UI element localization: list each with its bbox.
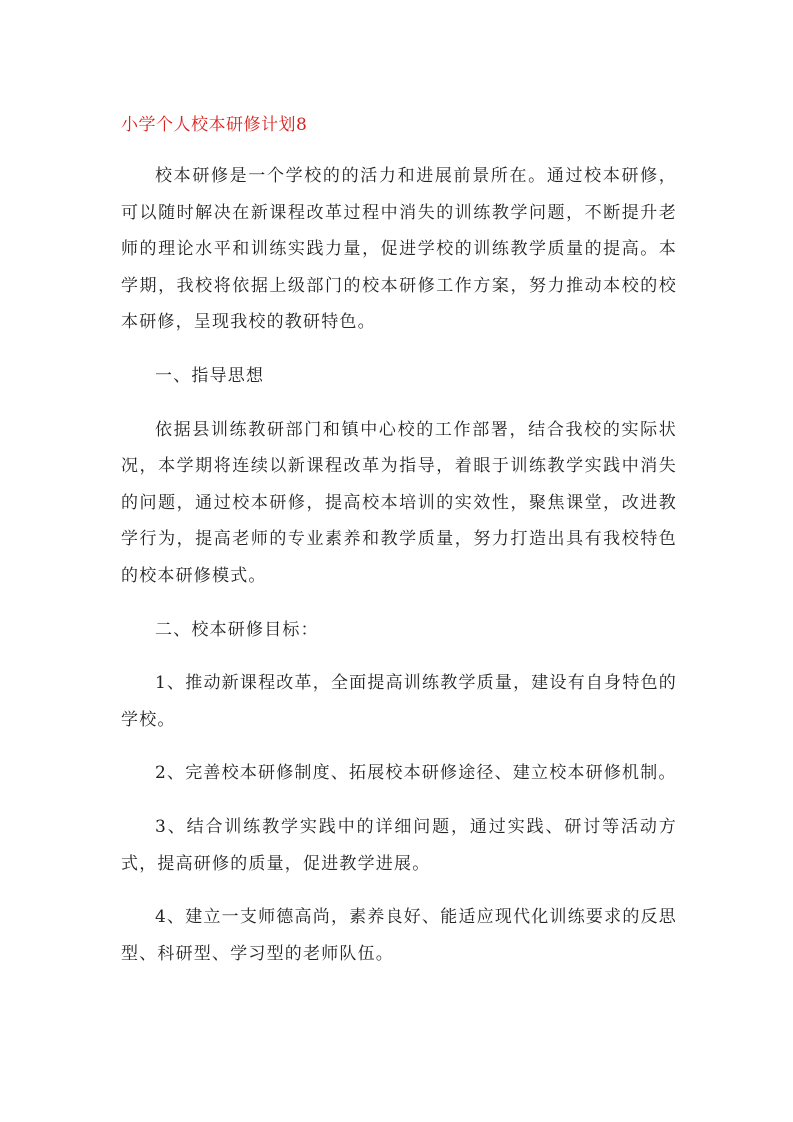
- goal-item-2: 2、完善校本研修制度、拓展校本研修途径、建立校本研修机制。: [155, 763, 677, 784]
- paragraph-guiding-thought: 依据县训练教研部门和镇中心校的工作部署，结合我校的实际状况，本学期将连续以新课程改革为指导，着眼于训练教学实践中消失的问题，通过校本研修，提高校本培训的实效性，聚焦课堂，改进教学行为，提高老师的专业素养和教学质量，努力打造出具有我校特色的校本研修模式。: [121, 419, 677, 586]
- document-body: [121, 158, 677, 989]
- goal-item-3: 3、结合训练教学实践中的详细问题，通过实践、研讨等活动方式，提高研修的质量，促进教学进展。: [121, 816, 677, 874]
- section-heading-goals: 二、校本研修目标：: [155, 619, 319, 640]
- goal-item-1: 1、推动新课程改革，全面提高训练教学质量，建设有自身特色的学校。: [121, 673, 677, 730]
- section-heading-guiding-thought: 一、指导思想: [155, 365, 265, 386]
- goal-item-4: 4、建立一支师德高尚，素养良好、能适应现代化训练要求的反思型、科研型、学习型的老师队伍。: [121, 907, 677, 964]
- document-title: 小学个人校本研修计划8: [121, 115, 308, 135]
- paragraph-intro: 校本研修是一个学校的的活力和进展前景所在。通过校本研修，可以随时解决在新课程改革过程中消失的训练教学问题，不断提升老师的理论水平和训练实践力量，促进学校的训练教学质量的提高。本学期，我校将依据上级部门的校本研修工作方案，努力推动本校的校本研修，呈现我校的教研特色。: [121, 166, 677, 333]
